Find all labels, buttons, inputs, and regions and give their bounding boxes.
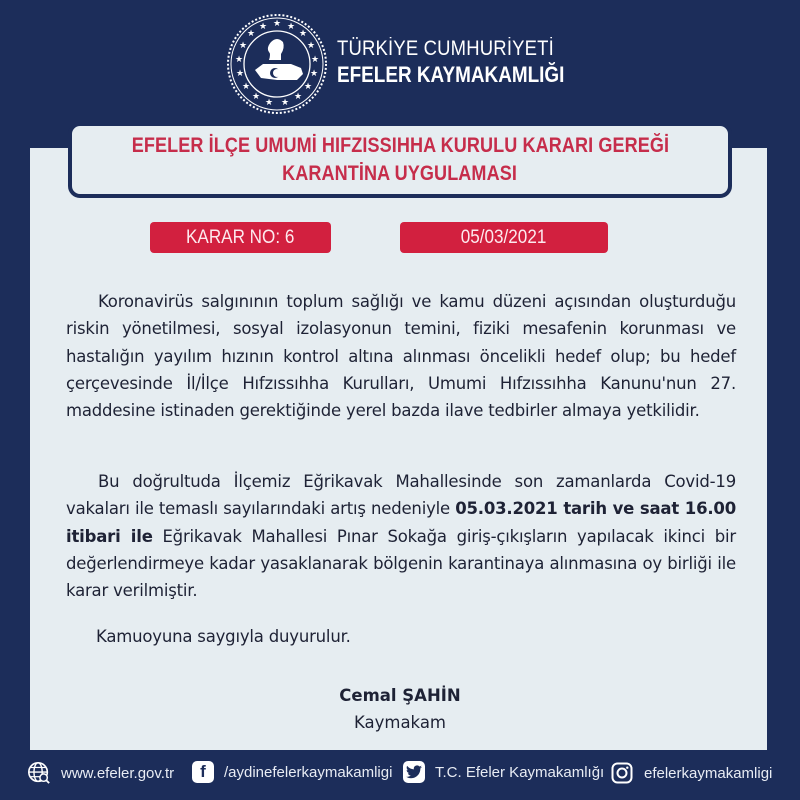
svg-text:★: ★ [258,22,268,32]
svg-text:★: ★ [293,92,303,102]
twitter-text: T.C. Efeler Kaymakamlığı [435,763,605,781]
paragraph-2-part-a: Bu doğrultuda İlçemiz Eğrikavak Mahallesinde son zamanlarda Covid-19 vakaları ile temaslı sayılarındaki artış nedeniyle [66,472,736,519]
body-paragraph-1 [66,288,736,424]
decision-number: KARAR NO: 6 [186,226,295,248]
svg-text:★: ★ [310,55,320,65]
facebook-text: /aydinefelerkaymakamligi [224,763,393,781]
website-link[interactable] [27,761,174,785]
institution-name [337,37,601,89]
instagram-icon [610,761,634,785]
twitter-link[interactable] [403,761,604,783]
svg-text:★: ★ [280,98,290,108]
institution-line2: EFELER KAYMAKAMLIĞI [337,62,565,87]
announcement-title [68,122,732,198]
svg-text:★: ★ [235,69,245,79]
svg-text:★: ★ [241,82,251,92]
svg-text:★: ★ [298,29,308,39]
signature-block [300,682,500,736]
closing-line: Kamuoyuna saygıyla duyurulur. [96,627,351,646]
svg-text:★: ★ [303,82,313,92]
svg-text:★: ★ [306,41,316,51]
facebook-icon: f [192,761,214,783]
twitter-icon [403,761,425,783]
header [0,0,800,120]
government-emblem-icon [225,12,329,116]
svg-text:★: ★ [238,41,248,51]
paragraph-2-part-b: Eğrikavak Mahallesi Pınar Sokağa giriş-çıkışların yapılacak ikinci bir değerlendirmeye kadar yasaklanarak bölgenin karantinaya alınmasına oy birliği ile karar verilmiştir. [66,526,736,601]
svg-text:★: ★ [251,92,261,102]
title-line1: EFELER İLÇE UMUMİ HIFZISSIHHA KURULU KARARI GEREĞİ [131,134,669,157]
paragraph-2-bold-date: 05.03.2021 tarih ve saat 16.00 itibari ile [66,499,736,546]
svg-text:★: ★ [309,69,319,79]
institution-line1: TÜRKİYE CUMHURİYETİ [337,37,554,60]
content-panel [30,148,767,750]
website-text: www.efeler.gov.tr [61,764,175,782]
svg-text:★: ★ [246,29,256,39]
globe-search-icon [27,761,51,785]
decision-date: 05/03/2021 [461,226,547,248]
facebook-link[interactable] [192,761,392,783]
footer [0,755,800,795]
instagram-text: efelerkaymakamligi [644,764,773,782]
signatory-name: Cemal ŞAHİN [339,686,461,705]
svg-text:★: ★ [286,22,296,32]
body-paragraph-2 [66,468,736,604]
paragraph-1-text: Koronavirüs salgınının toplum sağlığı ve kamu düzeni açısından oluşturduğu riskin yönetilmesi, sosyal izolasyonun temini, fiziki mesafenin korunması ve hastalığın yayılım hızının kontrol altına alınması öncelikli hedef olup; bu hedef çerçevesinde İl/İlçe Hıfzıssıhha Kurulları, Umumi Hıfzıssıhha Kanunu'nun 27. maddesine istinaden gerektiğinde yerel bazda ilave tedbirler almaya yetkilidir. [66,292,736,421]
signatory-title: Kaymakam [353,713,447,732]
date-badge [400,222,608,253]
decision-number-badge [150,222,331,253]
instagram-link[interactable] [610,761,772,785]
svg-text:★: ★ [272,19,282,29]
svg-text:★: ★ [264,98,274,108]
svg-text:★: ★ [234,55,244,65]
paragraph-2-text [66,468,736,604]
title-line2: KARANTİNA UYGULAMASI [282,162,518,185]
